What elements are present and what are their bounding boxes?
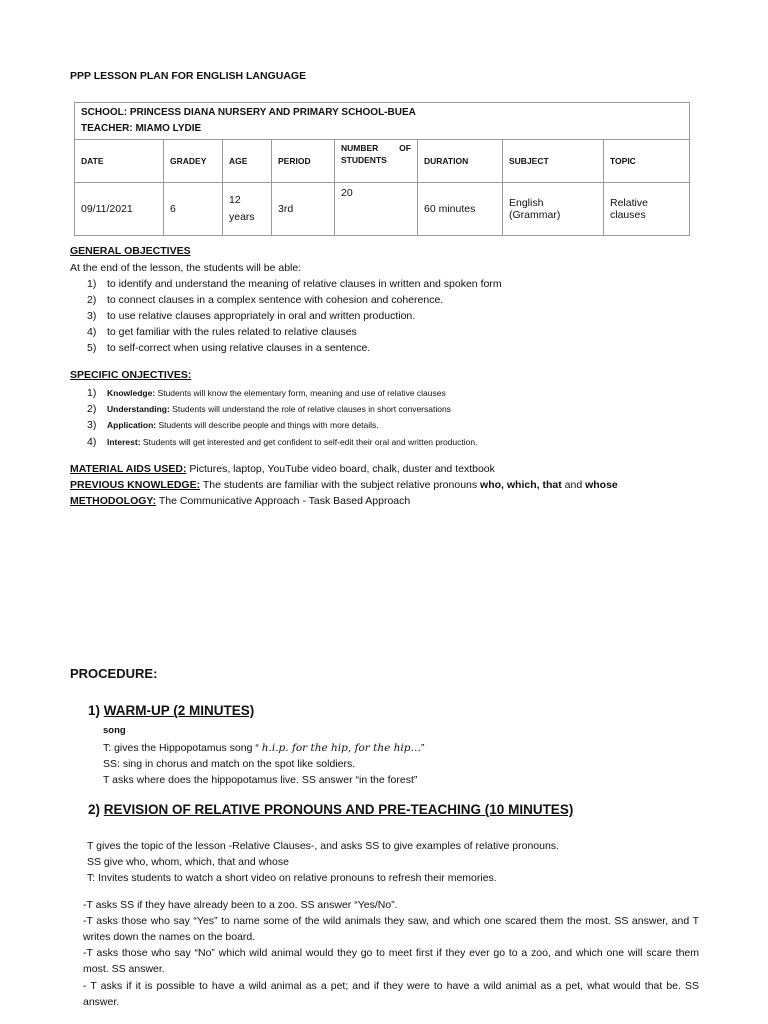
specific-objectives-heading: SPECIFIC ONJECTIVES: xyxy=(70,369,192,381)
previous-knowledge: PREVIOUS KNOWLEDGE: The students are familiar with the subject relative pronouns who, which, that and whose xyxy=(70,479,618,491)
value-date: 09/11/2021 xyxy=(75,183,164,236)
specific-objectives-list xyxy=(87,385,707,450)
value-period: 3rd xyxy=(272,183,335,236)
revision-line-1: T gives the topic of the lesson -Relative Clauses-, and asks SS to give examples of relative pronouns. xyxy=(87,840,559,852)
header-number-students: NUMBER OF STUDENTS xyxy=(335,140,418,183)
list-item: 5) to self-correct when using relative clauses in a sentence. xyxy=(87,342,371,354)
header-grade: GRADEY xyxy=(164,140,223,183)
list-item: 3) Application: Students will describe people and things with more details. xyxy=(87,419,379,432)
list-item: 1) to identify and understand the meaning of relative clauses in written and spoken form xyxy=(87,278,502,290)
document-title: PPP LESSON PLAN FOR ENGLISH LANGUAGE xyxy=(70,70,307,82)
warmup-line-3: T asks where does the hippopotamus live. SS answer “in the forest” xyxy=(103,774,418,786)
header-duration: DURATION xyxy=(418,140,503,183)
material-aids: MATERIAL AIDS USED: Pictures, laptop, YouTube video board, chalk, duster and textbook xyxy=(70,463,495,475)
list-item: 4) to get familiar with the rules related to relative clauses xyxy=(87,326,357,338)
list-item: 2) Understanding: Students will understand the role of relative clauses in short conversations xyxy=(87,403,451,416)
value-number-students: 20 xyxy=(335,183,418,236)
header-topic: TOPIC xyxy=(604,140,690,183)
revision-bullet-1: -T asks SS if they have already been to a zoo. SS answer “Yes/No”. xyxy=(83,899,398,911)
list-item: 4) Interest: Students will get interested and get confident to self-edit their oral and written production. xyxy=(87,435,478,448)
warmup-line-1: T: gives the Hippopotamus song “ h.i.p. for the hip, for the hip…” xyxy=(103,742,425,754)
revision-bullet-2: -T asks those who say “Yes” to name some of the wild animals they saw, and which one scared them the most. SS answer, and T writes down the names on the board. xyxy=(83,915,699,943)
general-objectives-list xyxy=(87,276,707,356)
procedure-heading: PROCEDURE: xyxy=(70,666,158,681)
methodology: METHODOLOGY: The Communicative Approach - Task Based Approach xyxy=(70,495,411,507)
revision-bullet-4: - T asks if it is possible to have a wild animal as a pet; and if they were to have a wild animal as a pet, what would that be. SS answer. xyxy=(83,980,699,1008)
school-name: SCHOOL: PRINCESS DIANA NURSERY AND PRIMARY SCHOOL-BUEA xyxy=(81,107,416,118)
warmup-line-2: SS: sing in chorus and match on the spot like soldiers. xyxy=(103,758,356,770)
general-objectives-heading: GENERAL OBJECTIVES xyxy=(70,245,191,257)
list-item: 3) to use relative clauses appropriately in oral and written production. xyxy=(87,310,416,322)
school-teacher-cell xyxy=(75,103,690,140)
value-subject: English (Grammar) xyxy=(503,183,604,236)
header-subject: SUBJECT xyxy=(503,140,604,183)
header-age: AGE xyxy=(223,140,272,183)
revision-heading: 2) REVISION OF RELATIVE PRONOUNS AND PRE-TEACHING (10 MINUTES) xyxy=(88,802,574,817)
warmup-heading: 1) WARM-UP (2 MINUTES) xyxy=(88,703,255,718)
list-item: 2) to connect clauses in a complex sentence with cohesion and coherence. xyxy=(87,294,444,306)
general-objectives-intro: At the end of the lesson, the students will be able: xyxy=(70,262,302,274)
list-item: 1) Knowledge: Students will know the elementary form, meaning and use of relative clauses xyxy=(87,387,446,399)
header-period: PERIOD xyxy=(272,140,335,183)
lesson-info-table xyxy=(74,102,690,236)
value-duration: 60 minutes xyxy=(418,183,503,236)
value-grade: 6 xyxy=(164,183,223,236)
revision-line-2: SS give who, whom, which, that and whose xyxy=(87,856,289,868)
header-date: DATE xyxy=(75,140,164,183)
teacher-name: TEACHER: MIAMO LYDIE xyxy=(81,123,202,134)
revision-line-3: T: Invites students to watch a short video on relative pronouns to refresh their memories. xyxy=(87,872,497,884)
song-label: song xyxy=(103,725,126,736)
value-age: 12 years xyxy=(223,183,272,236)
value-topic: Relative clauses xyxy=(604,183,690,236)
revision-bullet-3: -T asks those who say “No” which wild animal would they go to meet first if they ever go to a zoo, and which one will scare them most. SS answer. xyxy=(83,947,699,975)
